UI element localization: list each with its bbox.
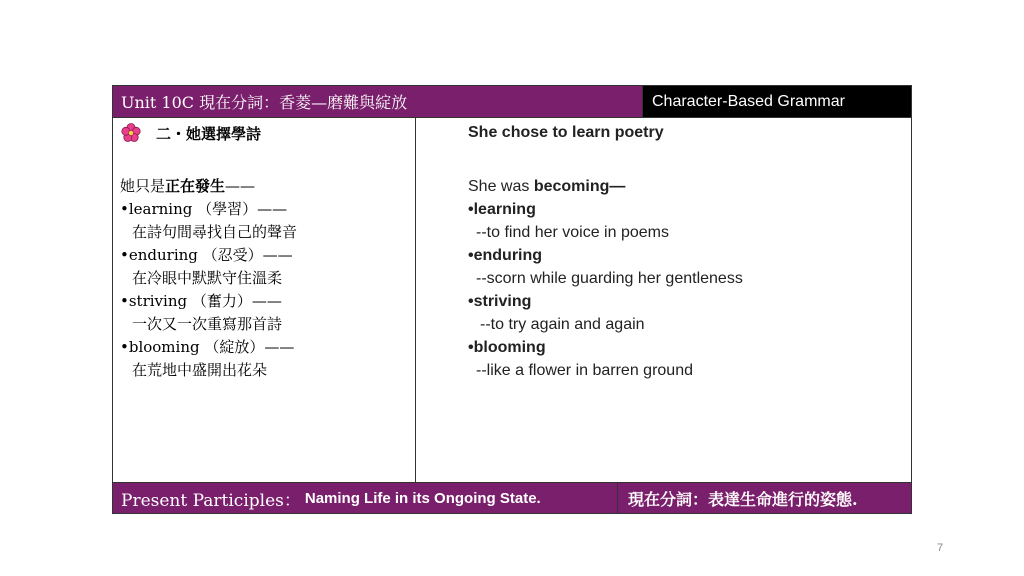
content-row <box>113 118 911 483</box>
header-row <box>113 86 911 118</box>
item-zh-head: •blooming （綻放）—— <box>120 338 295 356</box>
item-zh-sub: 一次又一次重寫那首詩 <box>132 315 283 333</box>
footer-row <box>113 483 911 513</box>
section-title-zh: 二・她選擇學詩 <box>156 124 262 143</box>
item-zh-head: •striving （奮力）—— <box>120 292 282 310</box>
intro-zh: 她只是正在發生—— <box>120 177 256 195</box>
slide-table <box>112 85 912 514</box>
item-zh-sub: 在荒地中盛開出花朵 <box>132 361 268 379</box>
chinese-column <box>113 118 416 482</box>
item-en-head: •learning <box>468 201 536 218</box>
grammar-label: Character-Based Grammar <box>643 86 911 117</box>
intro-en: She was becoming— <box>468 178 626 195</box>
footer-en: Present Participles： Naming Life in its Ongoing State. <box>113 483 618 513</box>
item-zh-sub: 在冷眼中默默守住溫柔 <box>132 269 283 287</box>
item-zh-head: •enduring （忍受）—— <box>120 246 293 264</box>
item-en-head: •enduring <box>468 247 543 264</box>
english-column <box>416 118 911 482</box>
section-heading-zh <box>120 122 415 144</box>
item-zh-sub: 在詩句間尋找自己的聲音 <box>132 223 298 241</box>
flower-icon <box>120 122 142 144</box>
item-en-head: •blooming <box>468 339 546 356</box>
item-en-sub: --to find her voice in poems <box>476 224 669 241</box>
item-en-head: •striving <box>468 293 532 310</box>
item-en-sub: --scorn while guarding her gentleness <box>476 270 743 287</box>
unit-title: Unit 10C 現在分詞：香菱—磨難與綻放 <box>113 86 643 117</box>
page-number: 7 <box>937 542 944 554</box>
item-zh-head: •learning （學習）—— <box>120 200 288 218</box>
item-en-sub: --to try again and again <box>480 316 645 333</box>
item-en-sub: --like a flower in barren ground <box>476 362 693 379</box>
footer-zh: 現在分詞：表達生命進行的姿態. <box>618 483 911 513</box>
section-title-en: She chose to learn poetry <box>468 124 664 141</box>
